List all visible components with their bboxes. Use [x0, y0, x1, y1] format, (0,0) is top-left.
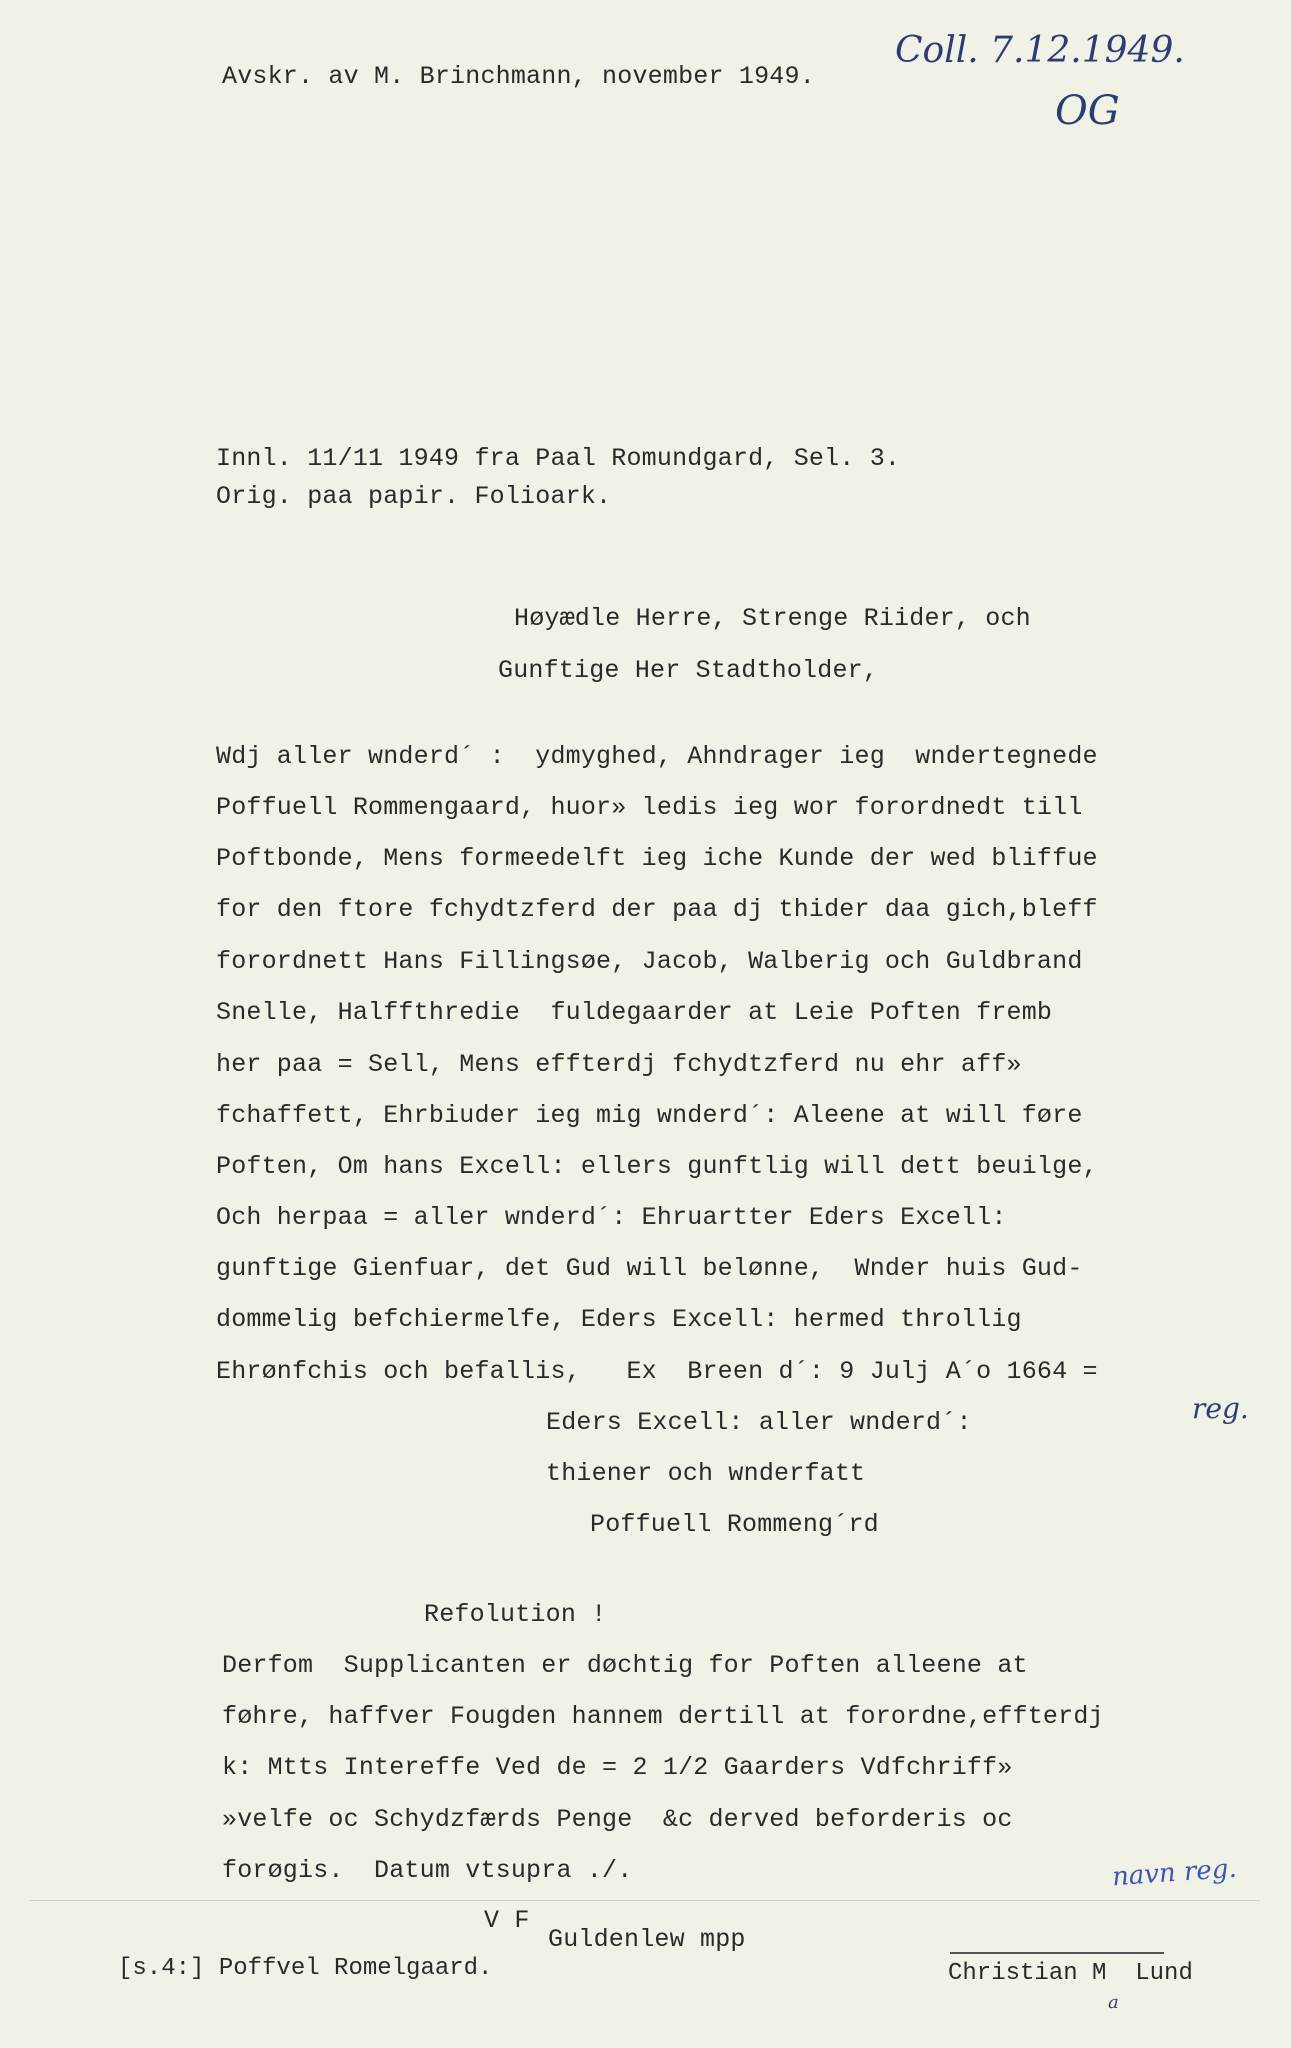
closing-line-2: thiener och wnderfatt: [546, 1459, 866, 1488]
body-line: her paa = Sell, Mens effterdj fchydtzferd nu ehr aff»: [216, 1050, 1022, 1079]
resolution-line: føhre, haffver Fougden hannem dertill at forordne,effterdj: [222, 1702, 1104, 1731]
resolution-line: k: Mtts Intereffe Ved de = 2 1/2 Gaarders Vdfchriff»: [222, 1753, 1013, 1782]
salutation-line-1: Høyædle Herre, Strenge Riider, och: [514, 604, 1031, 633]
resolution-heading: Refolution !: [424, 1600, 607, 1629]
body-line: forordnett Hans Fillingsøe, Jacob, Walberig och Guldbrand: [216, 947, 1083, 976]
transcription-credit: Avskr. av M. Brinchmann, november 1949.: [222, 62, 815, 91]
body-line: for den ftore fchydtzferd der paa dj thider daa gich,bleff: [216, 895, 1098, 924]
body-line: dommelig befchiermelfe, Eders Excell: hermed throllig: [216, 1305, 1022, 1334]
margin-note-reg: reg.: [1192, 1392, 1249, 1425]
resolution-signer: Guldenlew mpp: [548, 1925, 746, 1954]
body-line: Poffuell Rommengaard, huor» ledis ieg wor forordnedt till: [216, 793, 1083, 822]
body-line: fchaffett, Ehrbiuder ieg mig wnderd´: Aleene at will føre: [216, 1101, 1083, 1130]
resolution-signer-initials: V F: [484, 1906, 530, 1935]
body-line: gunftige Gienfuar, det Gud will belønne, Wnder huis Gud-: [216, 1254, 1083, 1283]
margin-note-navn-reg: navn reg.: [1111, 1853, 1238, 1893]
resolution-line: Derfom Supplicanten er døchtig for Poften alleene at: [222, 1651, 1028, 1680]
footer-signature-mark: a: [1108, 1992, 1119, 2013]
handwritten-collation-note: Coll. 7.12.1949.: [895, 30, 1185, 71]
handwritten-initials: OG: [1055, 88, 1120, 134]
body-line: Poftbonde, Mens formeedelft ieg iche Kunde der wed bliffue: [216, 844, 1098, 873]
intro-line-2: Orig. paa papir. Folioark.: [216, 482, 612, 511]
salutation-line-2: Gunftige Her Stadtholder,: [498, 656, 879, 685]
body-line: Poften, Om hans Excell: ellers gunftlig will dett beuilge,: [216, 1152, 1098, 1181]
body-line: Och herpaa = aller wnderd´: Ehruartter Eders Excell:: [216, 1203, 1007, 1232]
body-line: Ehrønfchis och befallis, Ex Breen d´: 9 Julj A´o 1664 =: [216, 1357, 1098, 1386]
intro-line-1: Innl. 11/11 1949 fra Paal Romundgard, Sel. 3.: [216, 444, 901, 473]
body-line: Snelle, Halffthredie fuldegaarder at Leie Poften fremb: [216, 998, 1053, 1027]
body-line: Wdj aller wnderd´ : ydmyghed, Ahndrager ieg wndertegnede: [216, 742, 1098, 771]
footer-signature: Christian M Lund: [948, 1960, 1193, 1987]
footer-page-ref: [s.4:] Poffvel Romelgaard.: [118, 1955, 493, 1982]
faint-divider: [30, 1900, 1260, 1901]
resolution-line: »velfe oc Schydzfærds Penge &c derved beforderis oc: [222, 1805, 1013, 1834]
resolution-line: forøgis. Datum vtsupra ./.: [222, 1856, 633, 1885]
footer-signature-rule: [950, 1952, 1164, 1954]
closing-signature: Poffuell Rommeng´rd: [590, 1510, 879, 1539]
closing-line-1: Eders Excell: aller wnderd´:: [546, 1408, 972, 1437]
